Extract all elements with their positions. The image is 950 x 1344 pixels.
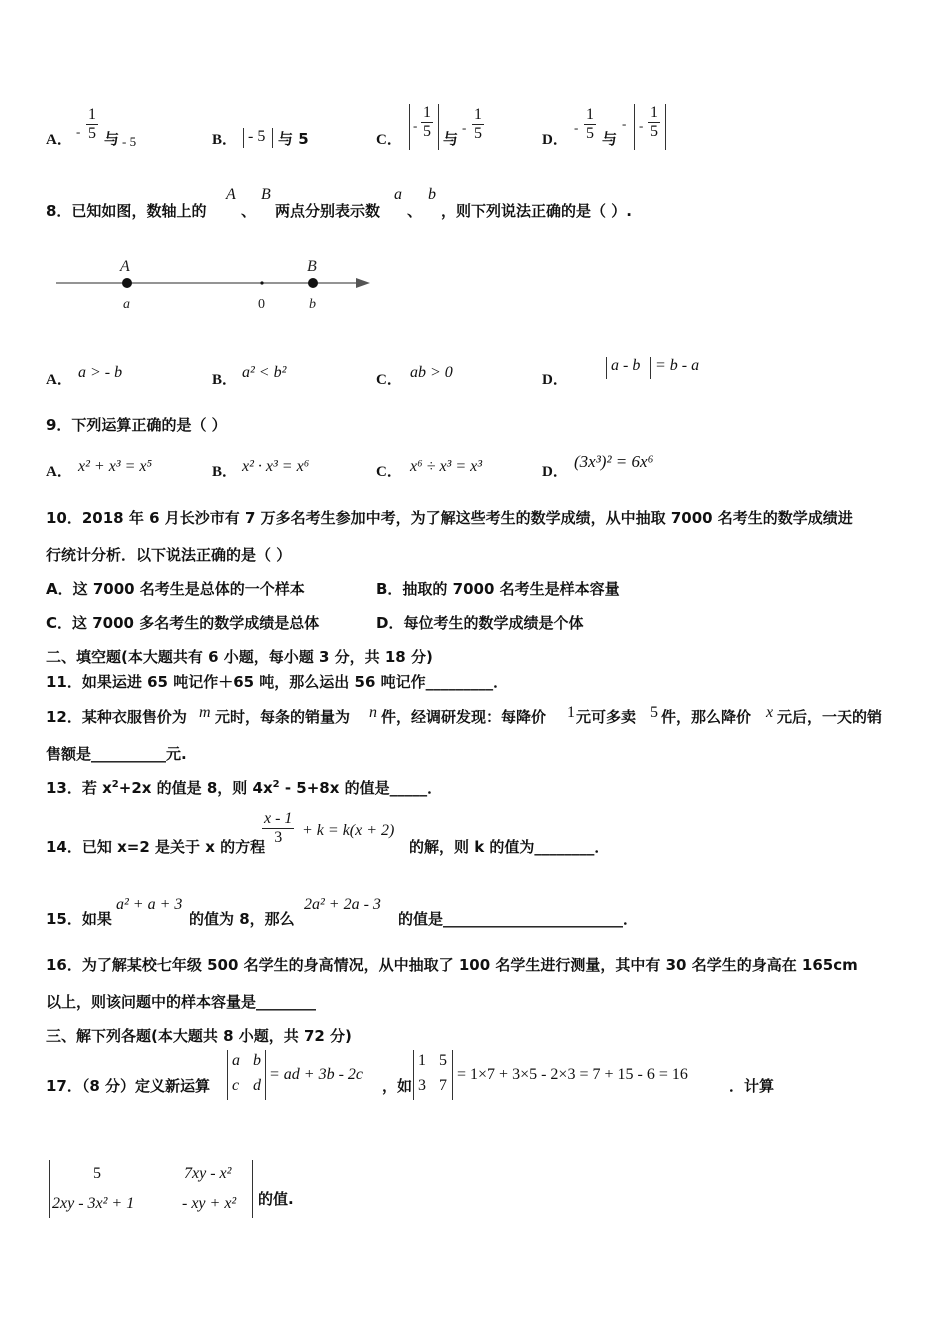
q10-option-c: C．这 7000 多名考生的数学成绩是总体	[46, 614, 320, 632]
q8-a: a	[394, 186, 402, 203]
q8-option-b-label: B．	[212, 372, 238, 388]
det2-r1c1: 1	[418, 1052, 426, 1069]
q7-c-neg: -	[462, 120, 467, 135]
q7-c-abs-neg: -	[413, 118, 418, 133]
q12-var-n: n	[369, 704, 377, 721]
q16-line-1: 16．为了解某校七年级 500 名学生的身高情况，从中抽取了 100 名学生进行测量，其中有 30 名学生的身高在 165cm	[46, 956, 858, 974]
q12-var-m: m	[199, 704, 211, 721]
q10-line-2: 行统计分析．以下说法正确的是（ ）	[46, 546, 292, 564]
q12-num-1: 1	[567, 704, 575, 721]
q9-option-d-label: D．	[542, 464, 568, 480]
q12-var-x: x	[766, 704, 774, 721]
q7-c-abs-left	[409, 104, 410, 150]
q9-option-d: (3x³)² = 6x⁶	[574, 452, 654, 471]
q17-example: = 1×7 + 3×5 - 2×3 = 7 + 15 - 6 = 16	[457, 1066, 688, 1083]
q12-text-e: 件，那么降价	[661, 708, 752, 726]
q7-a-tail: - 5	[122, 134, 137, 149]
q14-fraction: $\frac{x - 1}{3}$	[264, 810, 293, 846]
q8-option-b: a² < b²	[242, 364, 287, 381]
q8-option-d-tail: = b - a	[655, 357, 700, 374]
q7-d-fraction-1: $\frac{1}{5}$	[586, 106, 594, 142]
det1-left-bar	[227, 1050, 228, 1100]
q10-option-a: A．这 7000 名考生是总体的一个样本	[46, 580, 305, 598]
q9-option-b-label: B．	[212, 464, 238, 480]
q17-text-c: ．计算	[729, 1077, 775, 1095]
det1-r1c1: a	[232, 1052, 240, 1069]
q10-line-1: 10．2018 年 6 月长沙市有 7 万多名考生参加中考，为了解这些考生的数学成绩，从中抽取 7000 名考生的数学成绩进	[46, 509, 853, 527]
det3-r1c1: 5	[93, 1165, 101, 1182]
axis-label-A: A	[120, 258, 130, 275]
q7-option-b-label: B．	[212, 132, 238, 148]
q8-option-c-label: C．	[376, 372, 402, 388]
point-b-dot	[308, 278, 318, 288]
q8-stem-1: 8．已知如图，数轴上的	[46, 202, 207, 220]
q12-text-c: 件，经调研发现：每降价	[381, 708, 547, 726]
q17-text-b: ，如	[382, 1077, 413, 1095]
q7-b-abs: - 5	[248, 128, 266, 145]
axis-label-origin: 0	[258, 297, 265, 312]
q9-option-c: x⁶ ÷ x³ = x³	[410, 458, 483, 475]
det2-r1c2: 5	[439, 1052, 447, 1069]
q15-text-a: 15．如果	[46, 910, 112, 928]
det3-r2c1: 2xy - 3x² + 1	[52, 1195, 135, 1212]
q8-option-a-label: A．	[46, 372, 72, 388]
point-a-dot	[122, 278, 132, 288]
q7-option-c-label: C．	[376, 132, 402, 148]
axis-label-b: b	[309, 297, 316, 312]
q7-c-fraction-1: $\frac{1}{5}$	[423, 104, 431, 140]
q8-option-a: a > - b	[78, 364, 123, 381]
q7-d-neg2: -	[622, 116, 627, 131]
q14-text-b: 的解，则 k 的值为________．	[409, 838, 610, 856]
q7-d-abs-neg: -	[639, 118, 644, 133]
q7-a-mid: 与	[104, 130, 120, 148]
q8-B: B	[261, 186, 271, 203]
det3-left-bar	[49, 1160, 50, 1218]
q17-text-a: 17．（8 分）定义新运算	[46, 1077, 211, 1095]
q14-equation: + k = k(x + 2)	[302, 822, 395, 839]
origin-dot	[260, 281, 263, 284]
q14-text-a: 14．已知 x=2 是关于 x 的方程	[46, 838, 266, 856]
q7-c-fraction-2: $\frac{1}{5}$	[474, 106, 482, 142]
det1-right-bar	[265, 1050, 266, 1100]
axis-label-B: B	[307, 258, 317, 275]
q7-d-abs-left	[634, 104, 635, 150]
q10-option-d: D．每位考生的数学成绩是个体	[376, 614, 584, 632]
q12-num-5: 5	[650, 704, 658, 721]
q7-d-mid: 与	[602, 130, 618, 148]
det1-r2c1: c	[232, 1077, 240, 1094]
section-3-heading: 三、解下列各题(本大题共 8 小题，共 72 分)	[46, 1027, 352, 1045]
q15-expr-2: 2a² + 2a - 3	[304, 896, 381, 913]
q17-definition: = ad + 3b - 2c	[269, 1066, 364, 1083]
q9-option-a-label: A．	[46, 464, 72, 480]
q8-sep1: 、	[241, 202, 257, 220]
q8-b: b	[428, 186, 436, 203]
q7-c-abs-right	[438, 104, 439, 150]
q17-text-d: 的值.	[258, 1190, 294, 1208]
q7-option-d-label: D．	[542, 132, 568, 148]
q7-b-abs-left	[243, 128, 244, 148]
q10-option-b: B．抽取的 7000 名考生是样本容量	[376, 580, 620, 598]
q7-option-a-label: A．	[46, 132, 72, 148]
q8-stem-3: ，则下列说法正确的是（ ）.	[441, 202, 632, 220]
question-11: 11．如果运进 65 吨记作＋65 吨，那么运出 56 吨记作_________．	[46, 673, 509, 691]
q7-d-fraction-2: $\frac{1}{5}$	[650, 104, 658, 140]
q15-expr-1: a² + a + 3	[116, 896, 183, 913]
q8-d-abs-right	[650, 357, 651, 379]
q7-a-neg: -	[76, 124, 81, 139]
q9-option-b: x² · x³ = x⁶	[242, 458, 310, 475]
q8-option-d-abs: a - b	[611, 357, 641, 374]
det1-r2c2: d	[253, 1077, 261, 1094]
det2-left-bar	[413, 1050, 414, 1100]
q15-text-c: 的值是________________________．	[398, 910, 639, 928]
q7-a-fraction: $\frac{1}{5}$	[88, 106, 96, 142]
q7-d-neg: -	[574, 120, 579, 135]
q7-b-tail: 与 5	[278, 130, 309, 148]
number-line-figure	[50, 250, 380, 320]
q8-stem-2: 两点分别表示数	[275, 202, 381, 220]
q12-text-f: 元后，一天的销	[777, 708, 883, 726]
det1-r1c2: b	[253, 1052, 261, 1069]
q9-option-c-label: C．	[376, 464, 402, 480]
q8-option-c: ab > 0	[410, 364, 453, 381]
q7-d-abs-right	[665, 104, 666, 150]
question-13: 13．若 $x^2+2x$ 的值是 8，则 $4x^2 - 5+8x$ 的值是_____．	[46, 779, 443, 797]
q7-b-abs-right	[272, 128, 273, 148]
det3-right-bar	[252, 1160, 253, 1218]
det2-r2c1: 3	[418, 1077, 426, 1094]
det3-r2c2: - xy + x²	[182, 1195, 237, 1212]
number-line-arrow	[356, 278, 370, 288]
q12-text-a: 12．某种衣服售价为	[46, 708, 187, 726]
q8-A: A	[226, 186, 236, 203]
q9-option-a: x² + x³ = x⁵	[78, 458, 153, 475]
q15-text-b: 的值为 8，那么	[189, 910, 295, 928]
q8-sep2: 、	[407, 202, 423, 220]
q9-stem: 9．下列运算正确的是（ ）	[46, 416, 227, 434]
det2-r2c2: 7	[439, 1077, 447, 1094]
q12-text-b: 元时，每条的销量为	[215, 708, 351, 726]
q12-text-d: 元可多卖	[576, 708, 637, 726]
det2-right-bar	[452, 1050, 453, 1100]
q8-d-abs-left	[606, 357, 607, 379]
q16-line-2: 以上，则该问题中的样本容量是________	[46, 993, 317, 1011]
det3-r1c2: 7xy - x²	[184, 1165, 232, 1182]
axis-label-a: a	[123, 297, 130, 312]
q12-line-2: 售额是__________元.	[46, 745, 187, 763]
q7-c-mid: 与	[443, 130, 459, 148]
section-2-heading: 二、填空题(本大题共有 6 小题，每小题 3 分，共 18 分)	[46, 648, 433, 666]
q8-option-d-label: D．	[542, 372, 568, 388]
